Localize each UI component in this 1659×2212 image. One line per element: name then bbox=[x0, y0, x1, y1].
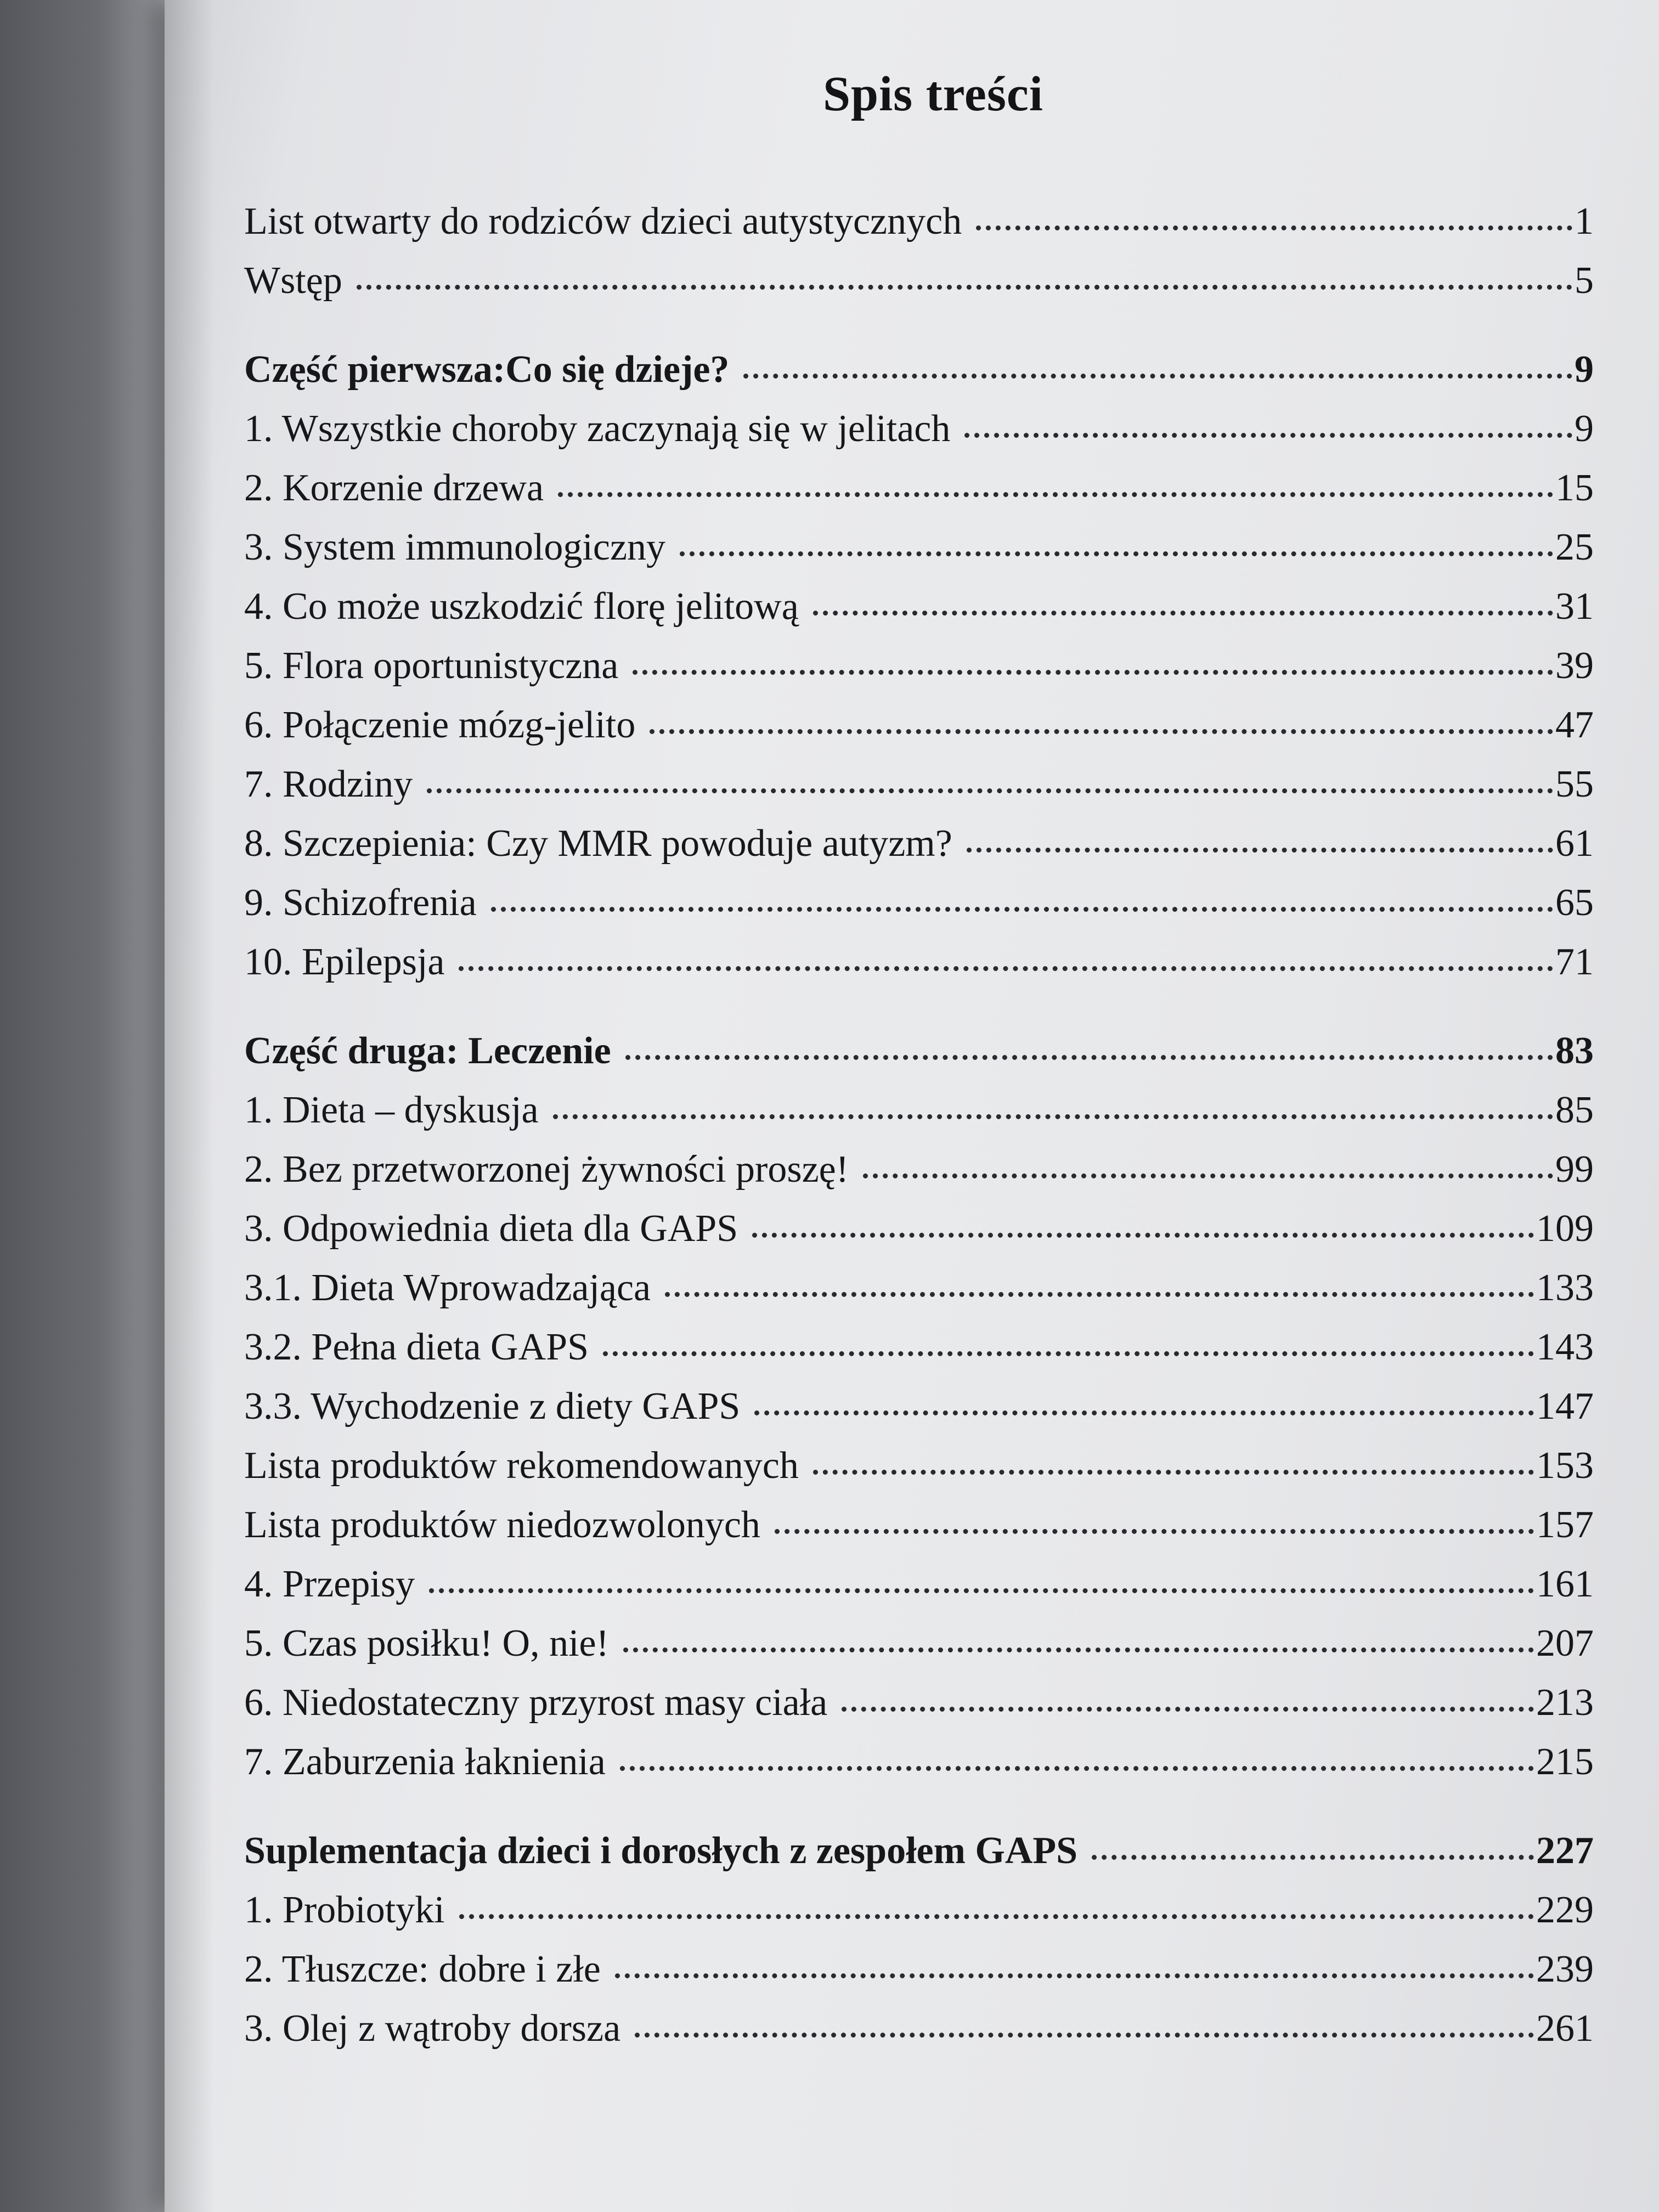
toc-entry-page: 31 bbox=[1555, 585, 1594, 628]
leader-dots bbox=[813, 611, 1553, 616]
toc-entry-page: 261 bbox=[1536, 2007, 1594, 2050]
toc-entry bbox=[244, 577, 1594, 636]
leader-dots bbox=[743, 374, 1572, 379]
toc-entry-label: 2. Tłuszcze: dobre i złe bbox=[244, 1948, 601, 1990]
toc-entry-label: 7. Rodziny bbox=[244, 763, 413, 805]
toc-entry-label: Lista produktów niedozwolonych bbox=[244, 1504, 760, 1546]
toc-entry bbox=[244, 755, 1594, 814]
toc-section-heading bbox=[244, 1022, 1594, 1081]
leader-dots bbox=[558, 492, 1553, 497]
toc-entry-label: 4. Przepisy bbox=[244, 1563, 415, 1605]
toc-entry-page: 143 bbox=[1536, 1326, 1594, 1368]
toc-entry bbox=[244, 1999, 1594, 2058]
leader-dots bbox=[491, 907, 1553, 912]
toc-entry-label: 5. Czas posiłku! O, nie! bbox=[244, 1622, 609, 1664]
leader-dots bbox=[633, 670, 1553, 675]
toc-entry-page: 61 bbox=[1555, 822, 1594, 865]
leader-dots bbox=[459, 966, 1553, 971]
leader-dots bbox=[813, 1470, 1534, 1475]
toc-entry-label: 6. Niedostateczny przyrost masy ciała bbox=[244, 1681, 828, 1724]
toc-entry-label: 3.3. Wychodzenie z diety GAPS bbox=[244, 1385, 741, 1427]
toc-section-front-matter bbox=[244, 192, 1594, 311]
toc-section-part-two bbox=[244, 1022, 1594, 1792]
toc-entry-page: 5 bbox=[1575, 259, 1594, 302]
book-gutter bbox=[0, 0, 181, 2212]
toc-entry bbox=[244, 1555, 1594, 1614]
toc-entry-label: 10. Epilepsja bbox=[244, 941, 445, 983]
toc-entry-label: 5. Flora oportunistyczna bbox=[244, 645, 619, 687]
leader-dots bbox=[650, 729, 1553, 734]
leader-dots bbox=[1092, 1855, 1534, 1860]
table-of-contents bbox=[244, 192, 1594, 2058]
toc-entry-label: 2. Bez przetworzonej żywności proszę! bbox=[244, 1148, 849, 1190]
toc-entry-page: 99 bbox=[1555, 1148, 1594, 1190]
toc-entry-page: 47 bbox=[1555, 704, 1594, 746]
toc-entry-page: 71 bbox=[1555, 941, 1594, 983]
toc-entry-label: Wstęp bbox=[244, 259, 342, 302]
toc-section-part-one bbox=[244, 340, 1594, 992]
leader-dots bbox=[754, 1410, 1534, 1415]
toc-entry bbox=[244, 1140, 1594, 1199]
toc-entry-label: 1. Dieta – dyskusja bbox=[244, 1089, 539, 1131]
toc-entry bbox=[244, 1377, 1594, 1436]
toc-heading-page: 227 bbox=[1536, 1830, 1594, 1872]
toc-entry-page: 215 bbox=[1536, 1741, 1594, 1783]
toc-heading-label: Suplementacja dzieci i dorosłych z zespołem GAPS bbox=[244, 1830, 1078, 1872]
leader-dots bbox=[615, 1973, 1534, 1978]
toc-entry-label: Lista produktów rekomendowanych bbox=[244, 1444, 799, 1487]
leader-dots bbox=[429, 1588, 1534, 1593]
toc-entry-page: 15 bbox=[1555, 467, 1594, 509]
toc-entry-page: 239 bbox=[1536, 1948, 1594, 1990]
leader-dots bbox=[623, 1647, 1534, 1652]
toc-heading-page: 9 bbox=[1575, 348, 1594, 391]
toc-entry bbox=[244, 1673, 1594, 1733]
toc-entry-page: 153 bbox=[1536, 1444, 1594, 1487]
leader-dots bbox=[863, 1173, 1553, 1178]
toc-entry bbox=[244, 459, 1594, 518]
leader-dots bbox=[459, 1914, 1534, 1919]
toc-entry bbox=[244, 1199, 1594, 1259]
toc-entry-label: 1. Wszystkie choroby zaczynają się w jelitach bbox=[244, 408, 951, 450]
toc-entry-label: 7. Zaburzenia łaknienia bbox=[244, 1741, 606, 1783]
toc-entry-page: 55 bbox=[1555, 763, 1594, 805]
leader-dots bbox=[665, 1292, 1534, 1297]
toc-entry-page: 1 bbox=[1575, 200, 1594, 242]
page-title: Spis treści bbox=[823, 67, 1043, 121]
toc-entry-label: 9. Schizofrenia bbox=[244, 882, 477, 924]
toc-entry bbox=[244, 636, 1594, 696]
toc-entry bbox=[244, 1940, 1594, 1999]
toc-entry bbox=[244, 1259, 1594, 1318]
leader-dots bbox=[967, 848, 1553, 853]
leader-dots bbox=[680, 551, 1553, 556]
toc-entry-page: 229 bbox=[1536, 1889, 1594, 1931]
toc-entry bbox=[244, 696, 1594, 755]
leader-dots bbox=[553, 1114, 1553, 1119]
toc-entry-label: 6. Połączenie mózg-jelito bbox=[244, 704, 636, 746]
toc-entry bbox=[244, 251, 1594, 311]
toc-entry bbox=[244, 1614, 1594, 1673]
leader-dots bbox=[357, 285, 1572, 290]
toc-entry-label: 4. Co może uszkodzić florę jelitową bbox=[244, 585, 799, 628]
toc-entry-page: 133 bbox=[1536, 1267, 1594, 1309]
toc-entry bbox=[244, 518, 1594, 577]
toc-entry bbox=[244, 399, 1594, 459]
toc-entry bbox=[244, 1496, 1594, 1555]
leader-dots bbox=[427, 788, 1553, 793]
toc-entry-label: List otwarty do rodziców dzieci autystycznych bbox=[244, 200, 962, 242]
toc-entry bbox=[244, 814, 1594, 873]
toc-section-heading bbox=[244, 340, 1594, 399]
toc-heading-page: 83 bbox=[1555, 1030, 1594, 1072]
leader-dots bbox=[964, 433, 1572, 438]
toc-entry bbox=[244, 873, 1594, 933]
toc-entry-label: 3.2. Pełna dieta GAPS bbox=[244, 1326, 589, 1368]
toc-entry-page: 9 bbox=[1575, 408, 1594, 450]
leader-dots bbox=[620, 1766, 1534, 1771]
toc-entry-label: 1. Probiotyki bbox=[244, 1889, 445, 1931]
toc-entry bbox=[244, 1881, 1594, 1940]
leader-dots bbox=[603, 1351, 1534, 1356]
leader-dots bbox=[752, 1233, 1534, 1238]
leader-dots bbox=[842, 1707, 1534, 1712]
toc-entry bbox=[244, 1081, 1594, 1140]
toc-entry-label: 3. System immunologiczny bbox=[244, 526, 666, 568]
toc-entry bbox=[244, 1318, 1594, 1377]
toc-entry-page: 85 bbox=[1555, 1089, 1594, 1131]
toc-heading-label: Część pierwsza:Co się dzieje? bbox=[244, 348, 730, 391]
leader-dots bbox=[976, 225, 1572, 230]
toc-entry-page: 39 bbox=[1555, 645, 1594, 687]
toc-entry bbox=[244, 933, 1594, 992]
toc-entry bbox=[244, 192, 1594, 251]
toc-section-supplementation bbox=[244, 1821, 1594, 2058]
toc-entry-label: 8. Szczepienia: Czy MMR powoduje autyzm? bbox=[244, 822, 952, 865]
toc-entry bbox=[244, 1733, 1594, 1792]
toc-entry-page: 207 bbox=[1536, 1622, 1594, 1664]
toc-entry-label: 2. Korzenie drzewa bbox=[244, 467, 544, 509]
toc-entry bbox=[244, 1436, 1594, 1496]
toc-entry-page: 65 bbox=[1555, 882, 1594, 924]
leader-dots bbox=[635, 2033, 1534, 2038]
toc-entry-page: 157 bbox=[1536, 1504, 1594, 1546]
toc-section-heading bbox=[244, 1821, 1594, 1881]
toc-entry-label: 3. Olej z wątroby dorsza bbox=[244, 2007, 621, 2050]
toc-entry-page: 109 bbox=[1536, 1207, 1594, 1250]
toc-entry-label: 3. Odpowiednia dieta dla GAPS bbox=[244, 1207, 738, 1250]
leader-dots bbox=[775, 1529, 1534, 1534]
toc-entry-page: 25 bbox=[1555, 526, 1594, 568]
toc-entry-page: 147 bbox=[1536, 1385, 1594, 1427]
toc-entry-label: 3.1. Dieta Wprowadzająca bbox=[244, 1267, 651, 1309]
toc-entry-page: 213 bbox=[1536, 1681, 1594, 1724]
toc-entry-page: 161 bbox=[1536, 1563, 1594, 1605]
leader-dots bbox=[625, 1055, 1553, 1060]
toc-heading-label: Część druga: Leczenie bbox=[244, 1030, 611, 1072]
